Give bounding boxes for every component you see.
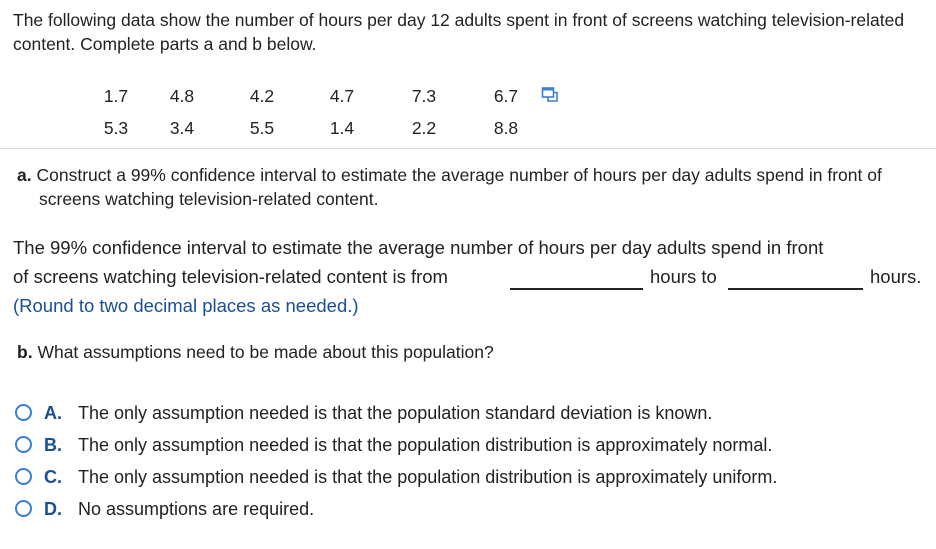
radio-button-icon[interactable] [15,436,32,453]
option-text: The only assumption needed is that the population standard deviation is known. [78,403,713,423]
table-cell: 3.4 [169,117,195,138]
option-b[interactable] [15,430,915,462]
table-cell: 6.7 [493,85,519,106]
section-divider [0,148,936,149]
table-cell: 1.7 [103,85,129,106]
table-row [90,112,546,144]
option-a[interactable] [15,398,915,430]
option-text: The only assumption needed is that the population distribution is approximately uniform. [78,467,778,487]
table-cell: 2.2 [411,117,437,138]
table-cell: 4.8 [169,85,195,106]
option-letter: B. [44,435,62,455]
option-letter: D. [44,499,62,519]
part-a-question-text: Construct a 99% confidence interval to estimate the average number of hours per day adults spend in front of screens watching television-related content. [36,165,882,209]
answer-options [15,398,915,526]
option-d[interactable] [15,494,915,526]
answer-sentence-line2 [13,262,928,291]
radio-button-icon[interactable] [15,468,32,485]
radio-button-icon[interactable] [15,500,32,517]
radio-button-icon[interactable] [15,404,32,421]
data-table [90,80,546,144]
table-cell: 5.3 [103,117,129,138]
problem-intro: The following data show the number of hours per day 12 adults spent in front of screens watching television-related content. Complete parts a and b below. [13,10,905,54]
part-b-question [17,340,494,364]
answer-sentence-line1: The 99% confidence interval to estimate the average number of hours per day adults spend in front [13,237,824,258]
part-a-question [17,163,922,211]
answer-middle: hours to [650,266,717,287]
part-a-label: a. [17,165,32,185]
option-text: No assumptions are required. [78,499,315,519]
option-c[interactable] [15,462,915,494]
rounding-note: (Round to two decimal places as needed.) [13,295,359,316]
table-cell: 4.7 [329,85,355,106]
answer-suffix: hours. [870,266,922,287]
option-text: The only assumption needed is that the population distribution is approximately normal. [78,435,773,455]
table-row [90,80,546,112]
table-cell: 5.5 [249,117,275,138]
answer-prefix: of screens watching television-related content is from [13,266,448,287]
table-cell: 1.4 [329,117,355,138]
copy-to-clipboard-icon[interactable] [541,85,559,103]
option-letter: A. [44,403,62,423]
table-cell: 4.2 [249,85,275,106]
option-letter: C. [44,467,62,487]
table-cell: 8.8 [493,117,519,138]
lower-bound-input[interactable] [510,266,643,290]
part-b-label: b. [17,342,33,362]
part-b-question-text: What assumptions need to be made about this population? [37,342,494,362]
table-cell: 7.3 [411,85,437,106]
upper-bound-input[interactable] [728,266,863,290]
